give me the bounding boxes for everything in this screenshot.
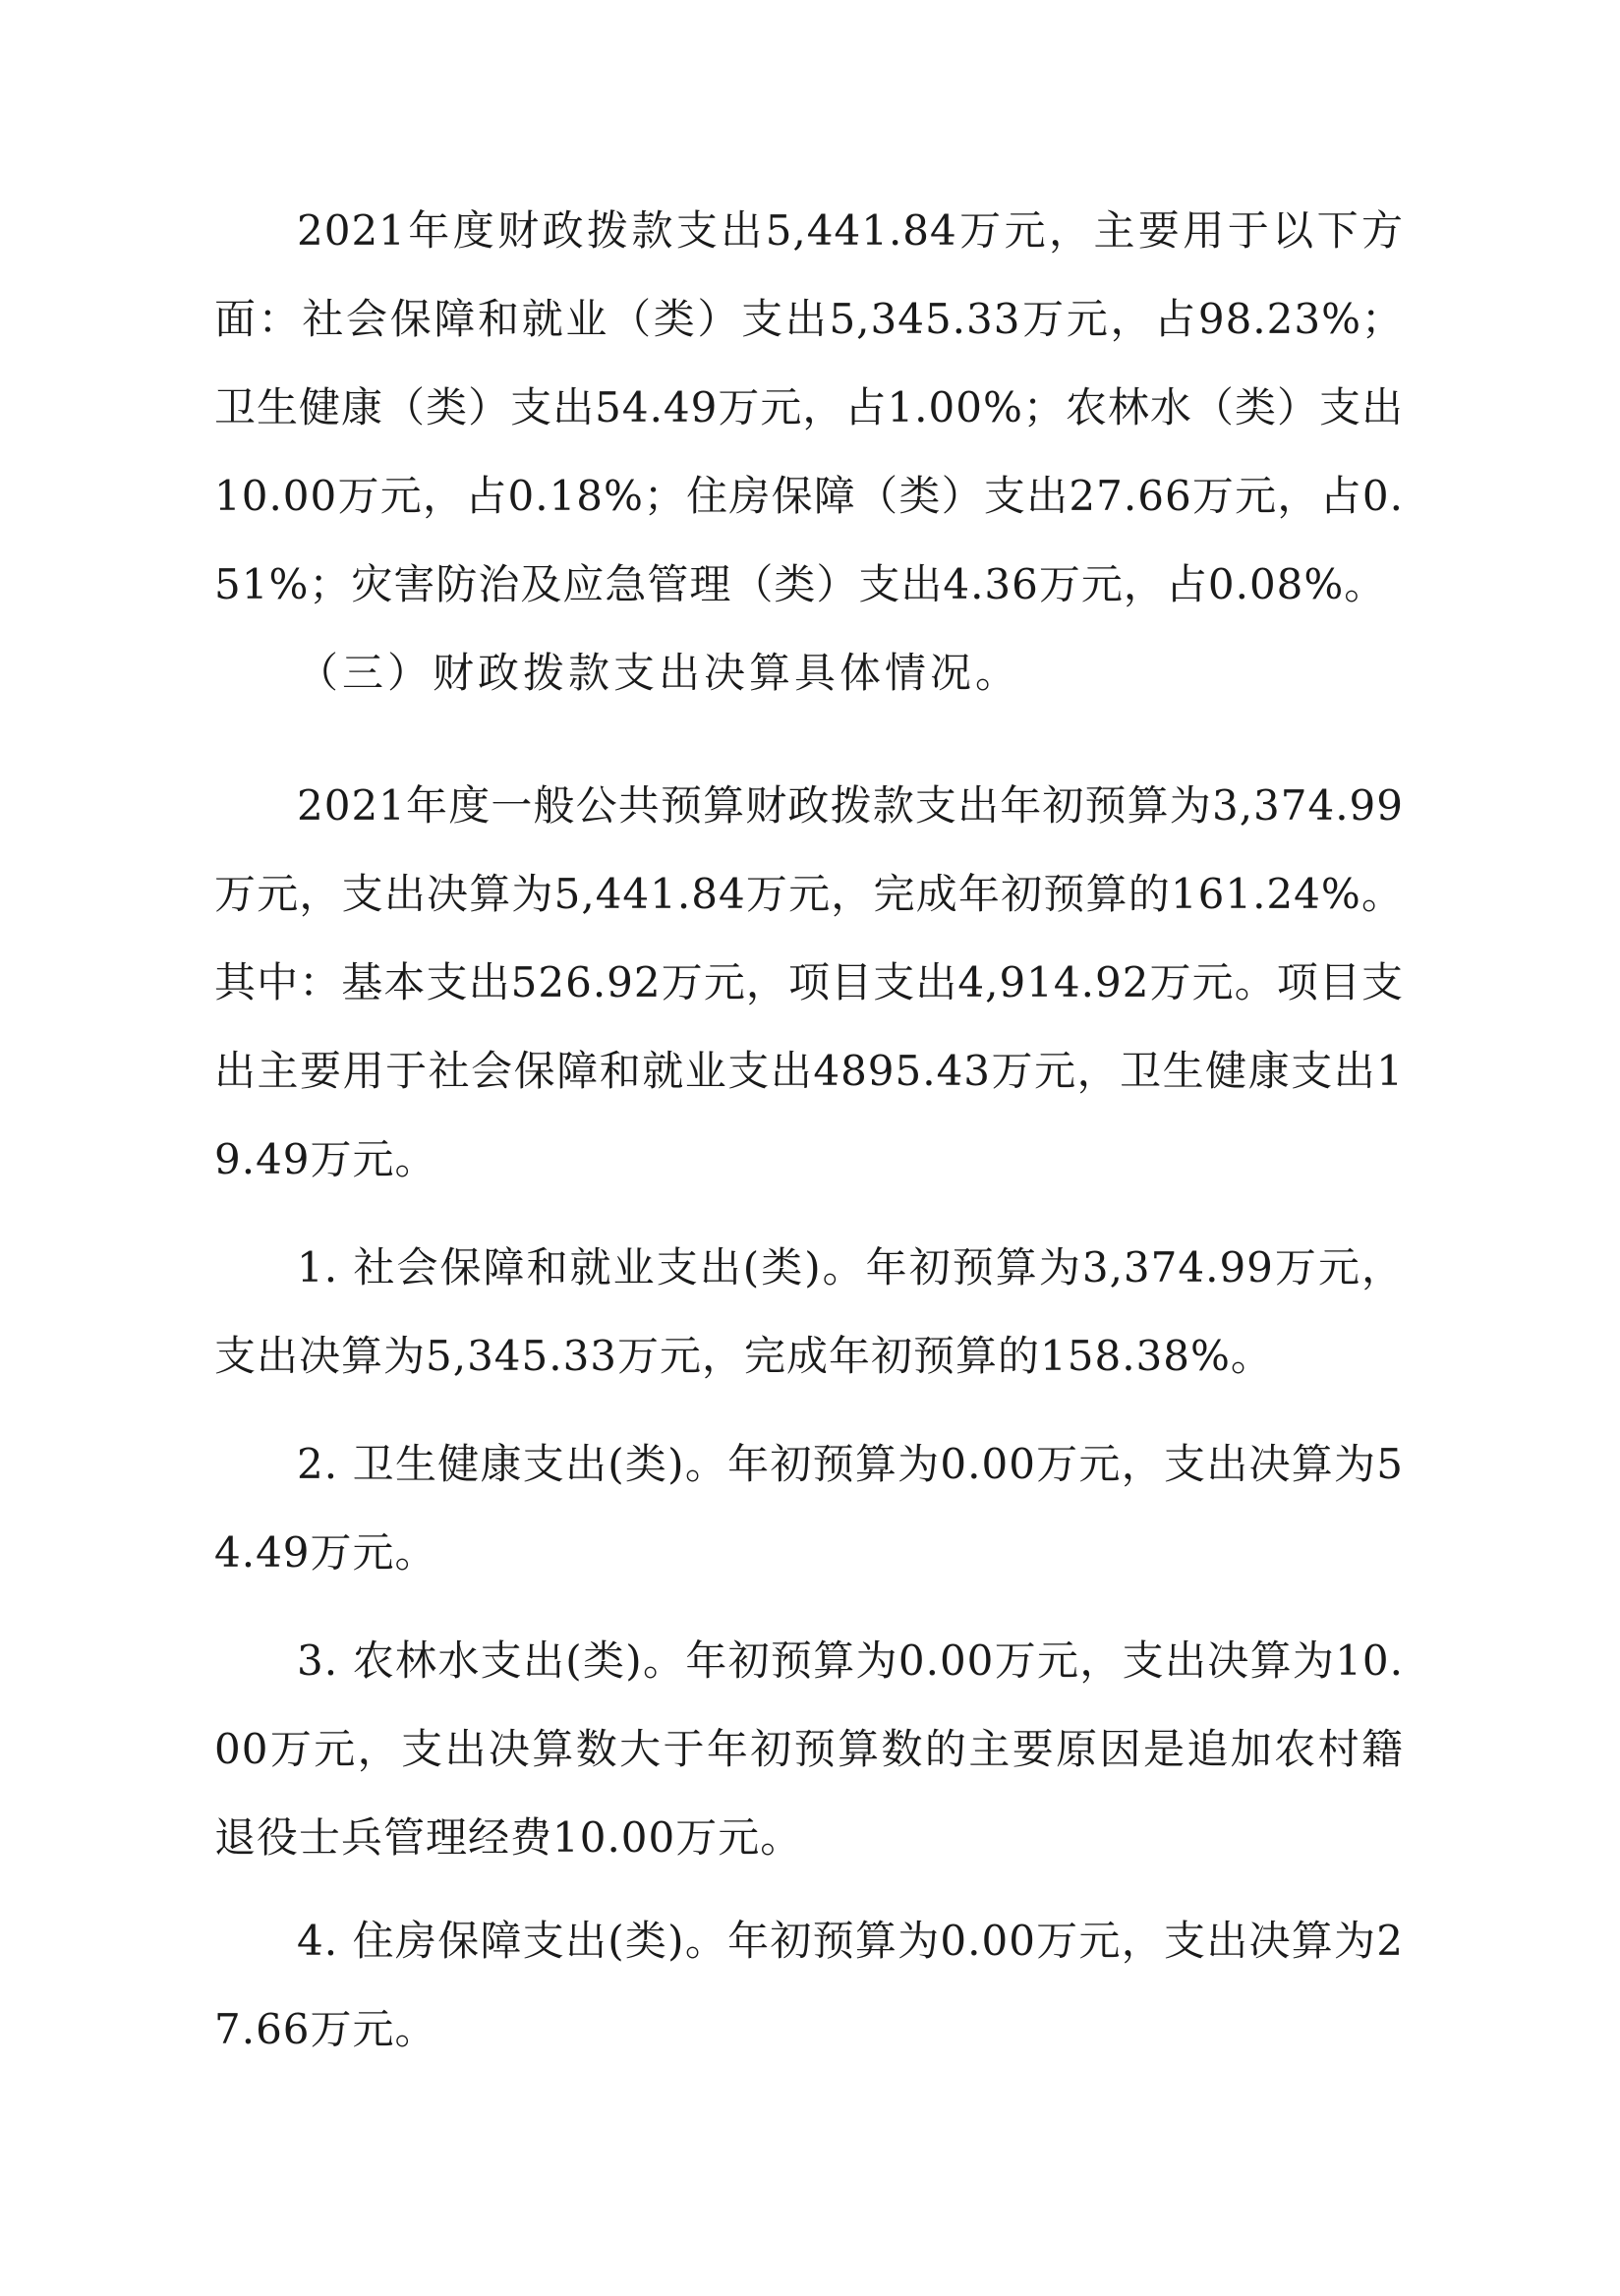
- list-item-agriculture: 3. 农林水支出(类)。年初预算为0.00万元，支出决算为10.00万元，支出决算数大于年初预算数的主要原因是追加农村籍退役士兵管理经费10.00万元。: [214, 1636, 1404, 1862]
- paragraph-general-budget: 2021年度一般公共预算财政拨款支出年初预算为3,374.99万元，支出决算为5,441.84万元，完成年初预算的161.24%。其中：基本支出526.92万元，项目支出4,914.92万元。项目支出主要用于社会保障和就业支出4895.43万元，卫生健康支出19.49万元。: [214, 781, 1404, 1183]
- list-item-health: 2. 卫生健康支出(类)。年初预算为0.00万元，支出决算为54.49万元。: [214, 1440, 1404, 1577]
- paragraph-expenditure-summary: 2021年度财政拨款支出5,441.84万元，主要用于以下方面：社会保障和就业（类）支出5,345.33万元，占98.23%；卫生健康（类）支出54.49万元，占1.00%；农林水（类）支出10.00万元，占0.18%；住房保障（类）支出27.66万元，占0.51%；灾害防治及应急管理（类）支出4.36万元，占0.08%。: [214, 206, 1404, 608]
- list-item-social-security: 1. 社会保障和就业支出(类)。年初预算为3,374.99万元，支出决算为5,345.33万元，完成年初预算的158.38%。: [214, 1243, 1404, 1380]
- list-item-housing: 4. 住房保障支出(类)。年初预算为0.00万元，支出决算为27.66万元。: [214, 1917, 1404, 2053]
- section-heading-3: （三）财政拨款支出决算具体情况。: [297, 649, 1021, 697]
